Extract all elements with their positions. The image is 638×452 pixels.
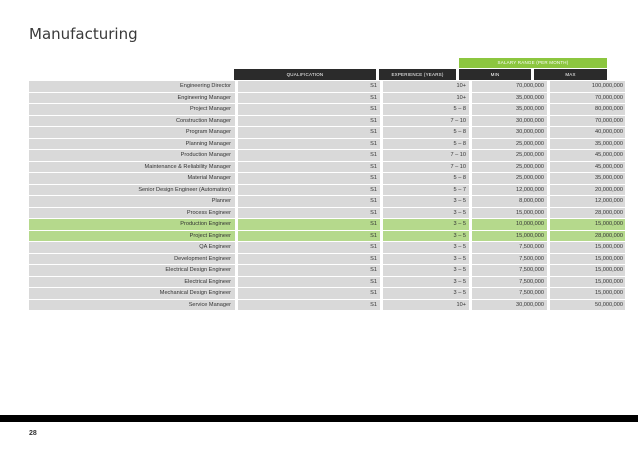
cell-exp: 3 – 5 [383,242,469,254]
cell-max: 45,000,000 [550,150,625,162]
cell-exp: 3 – 5 [383,208,469,220]
cell-job: Electrical Design Engineer [29,265,235,277]
cell-min: 15,000,000 [472,231,547,243]
cell-exp: 5 – 8 [383,173,469,185]
cell-exp: 5 – 7 [383,185,469,197]
table-row [29,196,625,208]
cell-min: 30,000,000 [472,116,547,128]
cell-exp: 10+ [383,81,469,93]
cell-qual: S1 [238,185,380,197]
cell-job: Maintenance & Reliability Manager [29,162,235,174]
cell-job: Planner [29,196,235,208]
cell-max: 50,000,000 [550,300,625,312]
cell-job: Development Engineer [29,254,235,266]
cell-min: 7,500,000 [472,277,547,289]
cell-min: 12,000,000 [472,185,547,197]
table-row [29,231,625,243]
qualification-column-header: QUALIFICATION [234,69,376,80]
cell-job: Construction Manager [29,116,235,128]
table-row [29,265,625,277]
salary-range-header: SALARY RANGE (PER MONTH) [459,58,607,68]
cell-qual: S1 [238,196,380,208]
cell-exp: 3 – 5 [383,288,469,300]
cell-min: 15,000,000 [472,208,547,220]
cell-exp: 3 – 5 [383,231,469,243]
cell-exp: 5 – 8 [383,104,469,116]
cell-qual: S1 [238,277,380,289]
table-row [29,185,625,197]
cell-job: Mechanical Design Engineer [29,288,235,300]
cell-max: 15,000,000 [550,254,625,266]
cell-job: Planning Manager [29,139,235,151]
cell-max: 15,000,000 [550,265,625,277]
cell-job: QA Engineer [29,242,235,254]
cell-qual: S1 [238,219,380,231]
cell-max: 35,000,000 [550,139,625,151]
cell-qual: S1 [238,150,380,162]
cell-exp: 3 – 5 [383,254,469,266]
cell-job: Project Engineer [29,231,235,243]
table-row [29,208,625,220]
table-row [29,104,625,116]
cell-job: Service Manager [29,300,235,312]
page-title: Manufacturing [29,25,138,43]
table-row [29,300,625,312]
cell-qual: S1 [238,93,380,105]
cell-min: 30,000,000 [472,300,547,312]
cell-exp: 7 – 10 [383,150,469,162]
cell-qual: S1 [238,173,380,185]
cell-min: 30,000,000 [472,127,547,139]
cell-qual: S1 [238,104,380,116]
table-row [29,242,625,254]
cell-max: 28,000,000 [550,231,625,243]
cell-job: Production Manager [29,150,235,162]
cell-exp: 5 – 8 [383,127,469,139]
cell-max: 80,000,000 [550,104,625,116]
cell-max: 12,000,000 [550,196,625,208]
experience-column-header: EXPERIENCE (YEARS) [379,69,456,80]
page-number: 28 [29,430,37,437]
cell-min: 7,500,000 [472,242,547,254]
cell-exp: 5 – 8 [383,139,469,151]
cell-exp: 10+ [383,300,469,312]
cell-exp: 7 – 10 [383,162,469,174]
cell-max: 15,000,000 [550,288,625,300]
cell-max: 15,000,000 [550,242,625,254]
table-row [29,162,625,174]
salary-table [29,81,625,311]
cell-min: 25,000,000 [472,150,547,162]
cell-min: 35,000,000 [472,104,547,116]
max-column-header: MAX [534,69,607,80]
cell-qual: S1 [238,242,380,254]
cell-qual: S1 [238,265,380,277]
table-row [29,116,625,128]
cell-min: 35,000,000 [472,93,547,105]
cell-min: 25,000,000 [472,173,547,185]
cell-exp: 10+ [383,93,469,105]
table-row [29,288,625,300]
cell-min: 70,000,000 [472,81,547,93]
cell-job: Electrical Engineer [29,277,235,289]
salary-table-body [29,81,625,311]
cell-qual: S1 [238,116,380,128]
cell-exp: 7 – 10 [383,116,469,128]
cell-qual: S1 [238,81,380,93]
cell-exp: 3 – 5 [383,219,469,231]
cell-job: Engineering Director [29,81,235,93]
cell-job: Program Manager [29,127,235,139]
cell-min: 8,000,000 [472,196,547,208]
cell-min: 10,000,000 [472,219,547,231]
cell-max: 70,000,000 [550,93,625,105]
table-row [29,139,625,151]
table-row [29,254,625,266]
cell-job: Senior Design Engineer (Automation) [29,185,235,197]
cell-job: Engineering Manager [29,93,235,105]
cell-min: 7,500,000 [472,265,547,277]
cell-qual: S1 [238,139,380,151]
cell-max: 28,000,000 [550,208,625,220]
cell-job: Project Manager [29,104,235,116]
cell-exp: 3 – 5 [383,277,469,289]
cell-qual: S1 [238,231,380,243]
cell-max: 40,000,000 [550,127,625,139]
cell-exp: 3 – 5 [383,196,469,208]
cell-qual: S1 [238,208,380,220]
cell-exp: 3 – 5 [383,265,469,277]
cell-max: 70,000,000 [550,116,625,128]
table-row [29,173,625,185]
cell-min: 25,000,000 [472,139,547,151]
cell-min: 7,500,000 [472,288,547,300]
cell-qual: S1 [238,127,380,139]
table-row [29,93,625,105]
table-row [29,277,625,289]
cell-qual: S1 [238,254,380,266]
cell-qual: S1 [238,288,380,300]
cell-max: 15,000,000 [550,277,625,289]
table-row [29,150,625,162]
cell-max: 20,000,000 [550,185,625,197]
cell-min: 7,500,000 [472,254,547,266]
cell-min: 25,000,000 [472,162,547,174]
cell-job: Process Engineer [29,208,235,220]
cell-qual: S1 [238,300,380,312]
cell-qual: S1 [238,162,380,174]
footer-bar [0,415,638,422]
table-row [29,127,625,139]
cell-max: 45,000,000 [550,162,625,174]
cell-max: 100,000,000 [550,81,625,93]
table-row [29,81,625,93]
cell-max: 35,000,000 [550,173,625,185]
table-row [29,219,625,231]
cell-job: Material Manager [29,173,235,185]
cell-max: 15,000,000 [550,219,625,231]
cell-job: Production Engineer [29,219,235,231]
min-column-header: MIN [459,69,531,80]
